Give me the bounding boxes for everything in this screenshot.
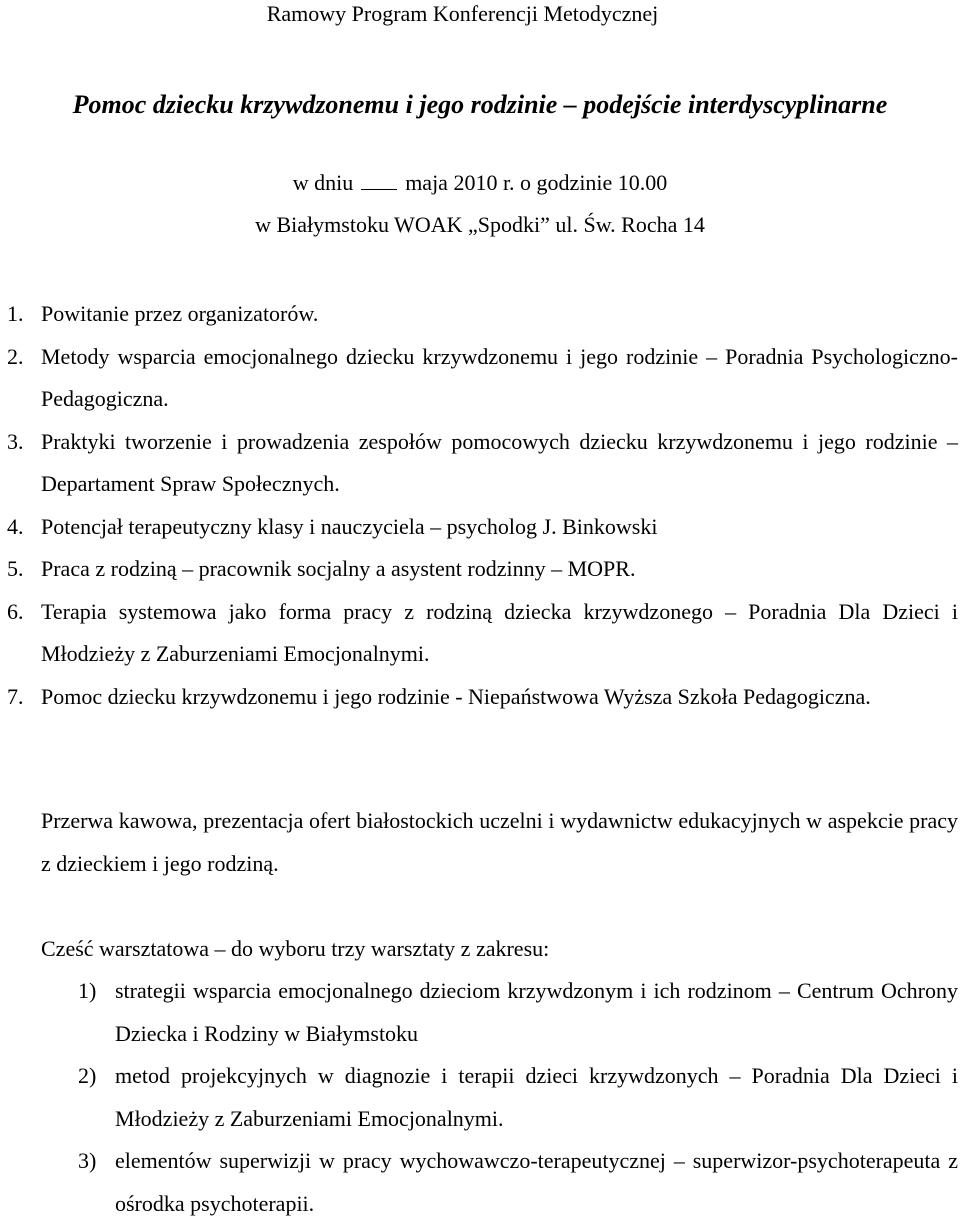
date-prefix: w dniu: [292, 170, 354, 195]
agenda-item: [0, 421, 960, 506]
date-suffix: maja 2010 r. o godzinie 10.00: [405, 170, 668, 195]
agenda-item-text: Terapia systemowa jako forma pracy z rodziną dziecka krzywdzonego – Poradnia Dla Dzieci i Młodzieży z Zaburzeniami Emocjonalnymi.: [41, 598, 958, 666]
agenda-item-number: 6.: [7, 598, 24, 624]
location-line: w Białymstoku WOAK „Spodki” ul. Św. Rocha 14: [255, 212, 705, 237]
workshop-item: [0, 970, 960, 1055]
agenda-item-text: Praca z rodziną – pracownik socjalny a asystent rodzinny – MOPR.: [41, 556, 636, 581]
date-line: [0, 169, 960, 197]
workshop-item-number: 2): [78, 1063, 97, 1088]
workshop-item-text: metod projekcyjnych w diagnozie i terapii dzieci krzywdzonych – Poradnia Dla Dzieci i Młodzieży z Zaburzeniami Emocjonalnymi.: [115, 1063, 958, 1131]
agenda-item-text: Pomoc dziecku krzywdzonemu i jego rodzinie - Niepaństwowa Wyższa Szkoła Pedagogiczna.: [41, 683, 871, 709]
conference-title: Pomoc dziecku krzywdzonemu i jego rodzinie – podejście interdyscyplinarne: [72, 90, 888, 119]
agenda-item-number: 2.: [7, 343, 24, 369]
workshop-item-text: elementów superwizji w pracy wychowawczo-terapeutycznej – superwizor-psychoterapeuta z ośrodka psychoterapii.: [115, 1148, 958, 1216]
workshop-item: [0, 1055, 960, 1140]
agenda-item: [0, 293, 960, 336]
workshop-list: [0, 970, 960, 1225]
workshop-item-number: 1): [78, 978, 97, 1003]
coffee-break-paragraph: Przerwa kawowa, prezentacja ofert białostockich uczelni i wydawnictw edukacyjnych w aspekcie pracy z dzieckiem i jego rodziną.: [41, 808, 958, 876]
agenda-item: [0, 676, 960, 719]
agenda-item-number: 5.: [7, 556, 24, 581]
agenda-item-text: Metody wsparcia emocjonalnego dziecku krzywdzonemu i jego rodzinie – Poradnia Psychologiczno-Pedagogiczna.: [41, 343, 958, 411]
agenda-item: [0, 548, 960, 591]
agenda-item: [0, 336, 960, 421]
workshop-item: [0, 1140, 960, 1225]
date-blank-field: [361, 173, 397, 190]
agenda-list: [0, 293, 960, 718]
agenda-item-number: 4.: [7, 513, 24, 539]
agenda-item: [0, 506, 960, 549]
agenda-item-number: 1.: [7, 301, 24, 326]
agenda-item-text: Powitanie przez organizatorów.: [41, 301, 319, 326]
workshop-item-number: 3): [78, 1148, 97, 1173]
agenda-item-number: 7.: [7, 683, 24, 709]
agenda-item-number: 3.: [7, 428, 24, 454]
agenda-item-text: Potencjał terapeutyczny klasy i nauczyciela – psycholog J. Binkowski: [41, 513, 658, 539]
agenda-item: [0, 591, 960, 676]
agenda-item-text: Praktyki tworzenie i prowadzenia zespołów pomocowych dziecku krzywdzonemu i jego rodzinie – Departament Spraw Społecznych.: [41, 428, 958, 496]
workshop-item-text: strategii wsparcia emocjonalnego dzieciom krzywdzonym i ich rodzinom – Centrum Ochrony Dziecka i Rodziny w Białymstoku: [115, 978, 958, 1046]
workshop-intro: Cześć warsztatowa – do wyboru trzy warsztaty z zakresu:: [41, 936, 550, 961]
program-header: Ramowy Program Konferencji Metodycznej: [266, 1, 659, 26]
